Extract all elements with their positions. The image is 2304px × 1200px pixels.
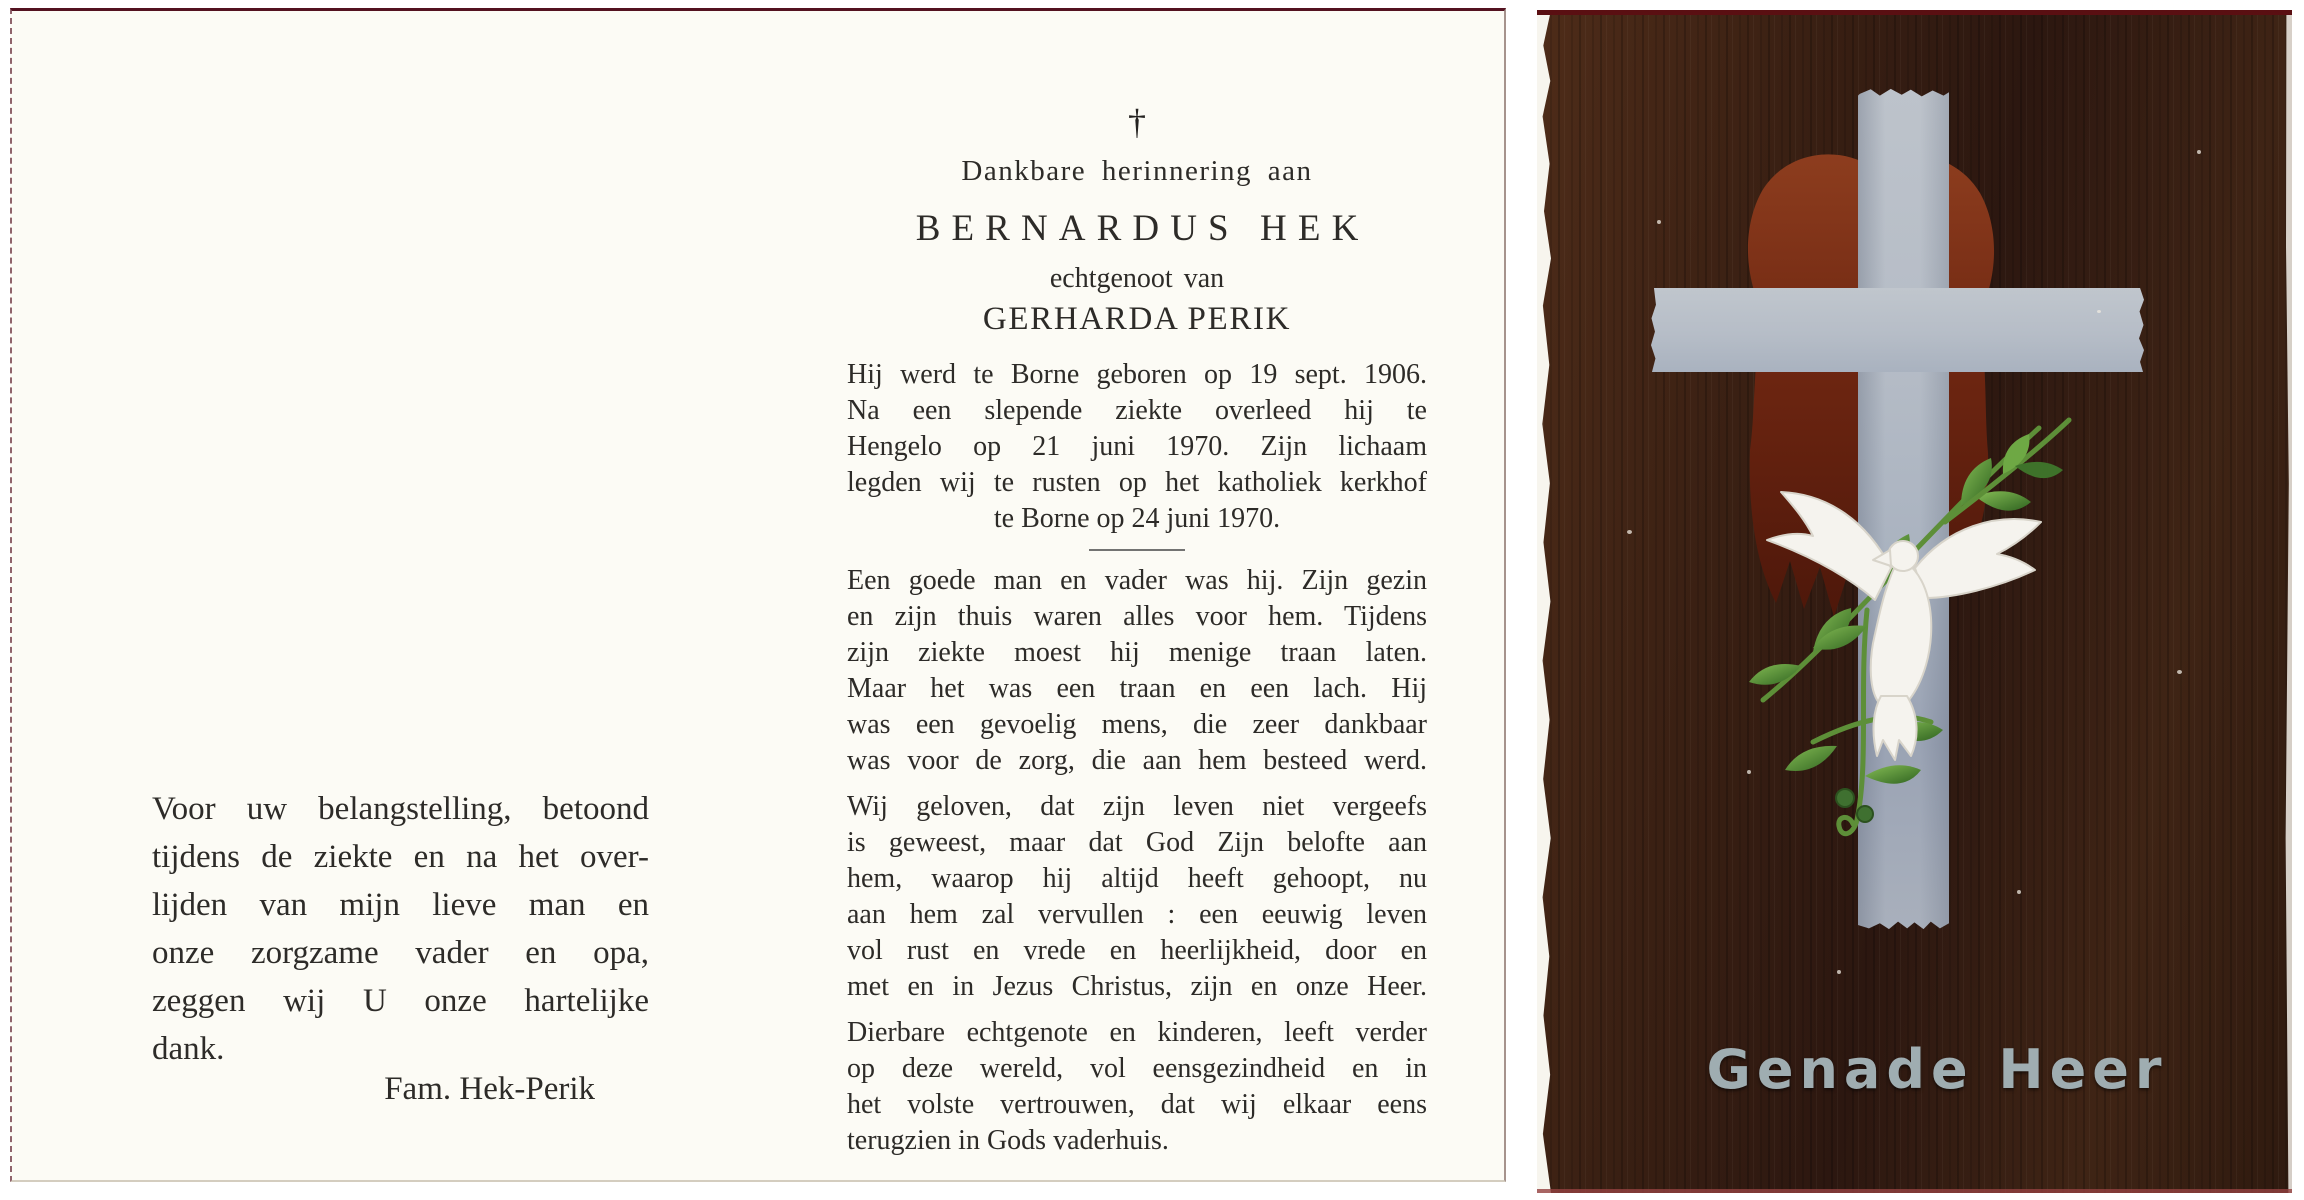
text-line: dank. (152, 1031, 225, 1067)
family-signature: Fam. Hek-Perik (384, 1071, 595, 1107)
text-line: Een goede man en vader was hij. Zijn gezin (847, 565, 1427, 596)
text-line: met en in Jezus Christus, zijn en onze Heer. (847, 971, 1427, 1002)
text-line: onze zorgzame vader en opa, (152, 935, 649, 971)
spouse-name: GERHARDA PERIK (982, 301, 1292, 337)
dust-speck (2177, 670, 2182, 674)
dust-speck (1747, 770, 1751, 774)
memorial-card-inside (10, 8, 1506, 1182)
text-line: Hengelo op 21 juni 1970. Zijn lichaam (847, 431, 1427, 462)
text-line: het volste vertrouwen, dat wij elkaar eens (847, 1089, 1427, 1120)
biography-paragraph (847, 357, 1427, 537)
memorial-text-column (847, 11, 1427, 1185)
condolence-text (152, 785, 649, 1073)
dust-speck (1627, 530, 1632, 534)
text-line: aan hem zal vervullen : een eeuwig leven (847, 899, 1427, 930)
text-line: was voor de zorg, die aan hem besteed werd. (847, 745, 1427, 776)
holy-picture-card (1537, 10, 2292, 1193)
text-line: hem, waarop hij altijd heeft gehoopt, nu (847, 863, 1427, 894)
dust-speck (2197, 150, 2201, 154)
farewell-paragraph (847, 1015, 1427, 1159)
cross-symbol: † (1128, 102, 1146, 142)
dust-speck (1837, 970, 1841, 974)
text-line: op deze wereld, vol eensgezindheid en in (847, 1053, 1427, 1084)
text-line: lijden van mijn lieve man en (152, 887, 649, 923)
card-right-edge (2284, 10, 2292, 1193)
text-line: Dierbare echtgenote en kinderen, leeft verder (847, 1017, 1427, 1048)
text-line: Wij geloven, dat zijn leven niet vergeefs (847, 791, 1427, 822)
text-line: en zijn thuis waren alles voor hem. Tijdens (847, 601, 1427, 632)
text-line: zijn ziekte moest hij menige traan laten. (847, 637, 1427, 668)
relation-label: echtgenoot van (1049, 263, 1225, 294)
text-line: Maar het was een traan en een lach. Hij (847, 673, 1427, 704)
text-line: Na een slepende ziekte overleed hij te (847, 395, 1427, 426)
text-line: vol rust en vrede en heerlijkheid, door en (847, 935, 1427, 966)
olive-branch-tip (1937, 410, 2077, 530)
text-line: Hij werd te Borne geboren op 19 sept. 1906. (847, 359, 1427, 390)
text-line: legden wij te rusten op het katholiek kerkhof (847, 467, 1427, 498)
torn-paper-edge (1537, 10, 1551, 1193)
dust-speck (1657, 220, 1661, 224)
memorial-intro: Dankbare herinnering aan (961, 155, 1313, 187)
text-line: zeggen wij U onze hartelijke (152, 983, 649, 1019)
dust-speck (2097, 310, 2101, 313)
dust-speck (2017, 890, 2021, 894)
text-line: Voor uw belangstelling, betoond (152, 791, 649, 827)
text-line: te Borne op 24 juni 1970. (993, 503, 1281, 534)
text-line: tijdens de ziekte en na het over- (152, 839, 649, 875)
section-divider (1089, 549, 1185, 551)
cross-horizontal-beam (1650, 288, 2145, 372)
tribute-paragraph (847, 563, 1427, 779)
caption-genade-heer: Genade Heer (1706, 1038, 2168, 1101)
deceased-name: BERNARDUS HEK (915, 208, 1370, 249)
text-line: terugzien in Gods vaderhuis. (847, 1125, 1169, 1156)
faith-paragraph (847, 789, 1427, 1005)
text-line: was een gevoelig mens, die zeer dankbaar (847, 709, 1427, 740)
text-line: is geweest, maar dat God Zijn belofte aan (847, 827, 1427, 858)
